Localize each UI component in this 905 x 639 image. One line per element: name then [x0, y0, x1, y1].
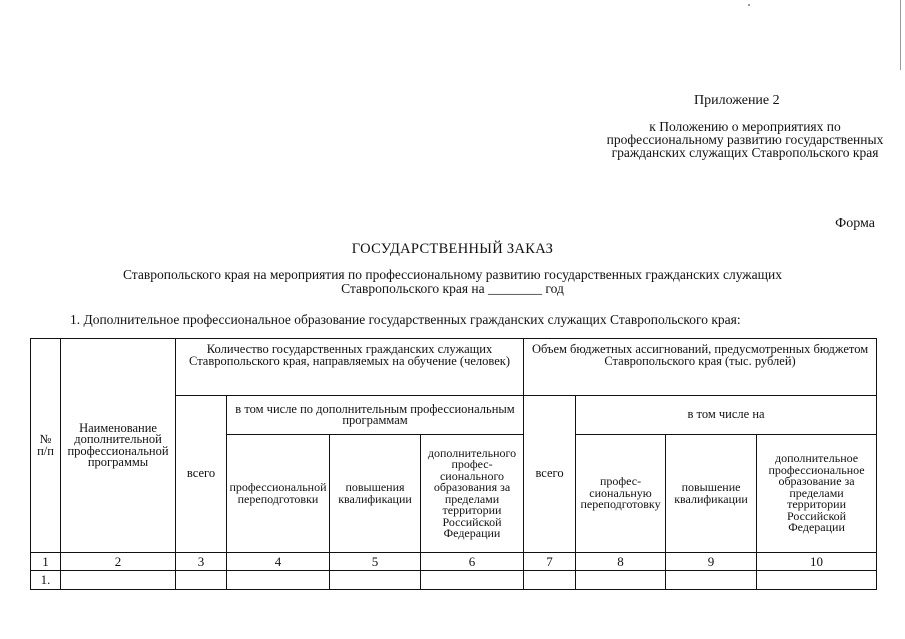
document-subtitle: Ставропольского края на мероприятия по профессиональному развитию государственных гражданских служащих Ставропольского края на ________ год	[122, 267, 782, 296]
header-count-qualification: повышения квалификации	[330, 435, 421, 553]
section-heading: 1. Дополнительное профессиональное образование государственных гражданских служащих Ставропольского края:	[70, 312, 741, 327]
row-number: 1.	[31, 571, 61, 590]
table-cell	[524, 571, 576, 590]
header-count-retraining: профессиональной переподготовки	[227, 435, 330, 553]
column-number: 8	[576, 553, 666, 571]
column-number: 4	[227, 553, 330, 571]
state-order-table	[30, 338, 877, 590]
table-cell	[757, 571, 877, 590]
column-number: 2	[61, 553, 176, 571]
header-program-name: Наименование дополнительной профессиональной программы	[61, 339, 176, 553]
header-budget-qualification: повышение квалификации	[666, 435, 757, 553]
appendix-subtitle: к Положению о мероприятиях по профессиональному развитию государственных гражданских служащих Ставропольского края	[606, 119, 884, 160]
table-cell	[227, 571, 330, 590]
column-number: 5	[330, 553, 421, 571]
table-cell	[576, 571, 666, 590]
header-budget-retraining: профессиональную переподготовку	[576, 435, 666, 553]
header-count-including: в том числе по дополнительным профессиональным программам	[227, 396, 524, 435]
header-count-group: Количество государственных гражданских служащих Ставропольского края, направляемых на обучение (человек)	[176, 339, 524, 396]
column-numbers-row	[31, 553, 877, 571]
form-label: Форма	[835, 216, 875, 231]
column-number: 9	[666, 553, 757, 571]
header-budget-total: всего	[524, 396, 576, 553]
column-number: 3	[176, 553, 227, 571]
column-number: 10	[757, 553, 877, 571]
header-count-total: всего	[176, 396, 227, 553]
document-title: ГОСУДАРСТВЕННЫЙ ЗАКАЗ	[351, 241, 554, 257]
table-cell	[421, 571, 524, 590]
header-count-abroad: дополнительного профессионального образования за пределами территории Российской Федерации	[421, 435, 524, 553]
table-cell	[61, 571, 176, 590]
column-number: 6	[421, 553, 524, 571]
appendix-title: Приложение 2	[694, 93, 780, 108]
table-cell	[176, 571, 227, 590]
column-number: 7	[524, 553, 576, 571]
column-number: 1	[31, 553, 61, 571]
header-budget-group: Объем бюджетных ассигнований, предусмотренных бюджетом Ставропольского края (тыс. рублей)	[524, 339, 877, 396]
table-cell	[666, 571, 757, 590]
header-budget-abroad: дополнительное профессиональное образование за пределами территории Российской Федерации	[757, 435, 877, 553]
table-cell	[330, 571, 421, 590]
table-row	[31, 571, 877, 590]
header-number: № п/п	[31, 339, 61, 553]
scan-edge-mark	[900, 0, 901, 70]
scan-dot-mark	[748, 4, 750, 6]
header-budget-including: в том числе на	[576, 396, 877, 435]
